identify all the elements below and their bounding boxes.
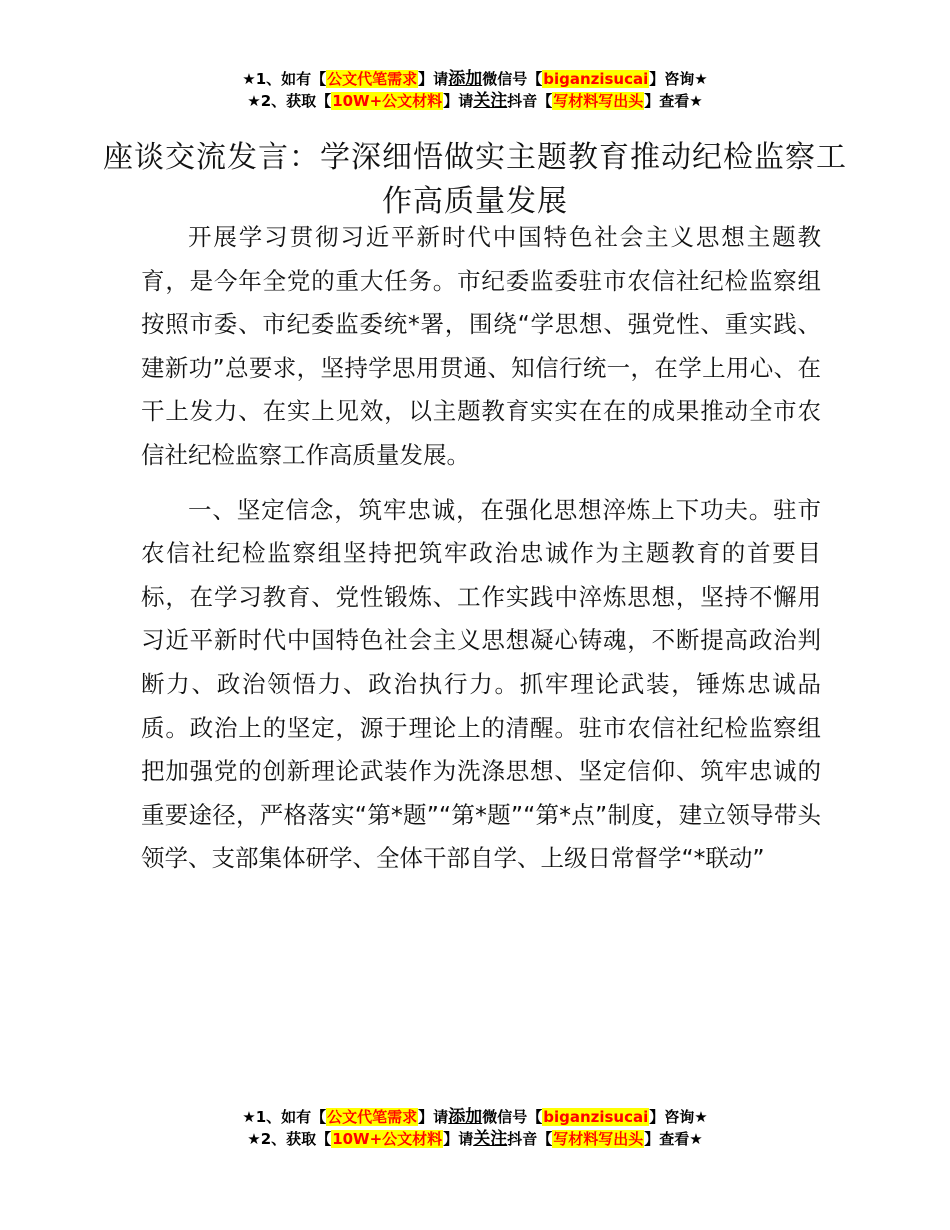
wechat-id: biganzisucai <box>543 1108 649 1126</box>
douyin-id: 写材料写出头 <box>553 1130 644 1148</box>
banner-line-2 <box>0 90 950 112</box>
banner-text: 】请 <box>443 92 474 110</box>
highlight-text: 10W+公文材料 <box>332 92 443 110</box>
banner-text: 】请 <box>443 1130 474 1148</box>
highlight-text: 公文代笔需求 <box>327 70 418 88</box>
banner-line-1 <box>0 68 950 90</box>
banner-text: 抖音【 <box>507 1130 553 1148</box>
paragraph-section-1: 一、坚定信念，筑牢忠诚，在强化思想淬炼上下功夫。驻市农信社纪检监察组坚持把筑牢政治忠诚作为主题教育的首要目标，在学习教育、党性锻炼、工作实践中淬炼思想，坚持不懈用习近平新时代中国特色社会主义思想凝心铸魂，不断提高政治判断力、政治领悟力、政治执行力。抓牢理论武装，锤炼忠诚品质。政治上的坚定，源于理论上的清醒。驻市农信社纪检监察组把加强党的创新理论武装作为洗涤思想、坚定信仰、筑牢忠诚的重要途径，严格落实“第*题”“第*题”“第*点”制度，建立领导带头领学、支部集体研学、全体干部自学、上级日常督学“*联动” <box>141 495 821 873</box>
banner-text: 】请 <box>418 1108 449 1126</box>
paragraph-intro: 开展学习贯彻习近平新时代中国特色社会主义思想主题教育，是今年全党的重大任务。市纪委监委驻市农信社纪检监察组按照市委、市纪委监委统*署，围绕“学思想、强党性、重实践、建新功”总要求，坚持学思用贯通、知信行统一，在学上用心、在干上发力、在实上见效，以主题教育实实在在的成果推动全市农信社纪检监察工作高质量发展。 <box>141 223 821 469</box>
banner-text: 】咨询★ <box>649 1108 708 1126</box>
douyin-id: 写材料写出头 <box>553 92 644 110</box>
wechat-id: biganzisucai <box>543 70 649 88</box>
document-title: 座谈交流发言：学深细悟做实主题教育推动纪检监察工作高质量发展 <box>103 140 847 220</box>
banner-text: ★2、获取【 <box>247 1130 332 1148</box>
underlined-text: 关注 <box>473 91 508 111</box>
underlined-text: 添加 <box>448 1107 483 1127</box>
highlight-text: 公文代笔需求 <box>327 1108 418 1126</box>
banner-text: 】请 <box>418 70 449 88</box>
banner-text: 抖音【 <box>507 92 553 110</box>
footer-banner <box>0 1106 950 1150</box>
banner-text: ★1、如有【 <box>242 70 327 88</box>
banner-line-2 <box>0 1128 950 1150</box>
banner-text: 微信号【 <box>482 1108 543 1126</box>
banner-text: 微信号【 <box>482 70 543 88</box>
document-body <box>141 216 821 881</box>
banner-text: 】查看★ <box>644 1130 703 1148</box>
banner-text: 】咨询★ <box>649 70 708 88</box>
banner-text: ★2、获取【 <box>247 92 332 110</box>
banner-line-1 <box>0 1106 950 1128</box>
underlined-text: 关注 <box>473 1129 508 1149</box>
highlight-text: 10W+公文材料 <box>332 1130 443 1148</box>
banner-text: ★1、如有【 <box>242 1108 327 1126</box>
underlined-text: 添加 <box>448 69 483 89</box>
banner-text: 】查看★ <box>644 92 703 110</box>
header-banner <box>0 68 950 112</box>
